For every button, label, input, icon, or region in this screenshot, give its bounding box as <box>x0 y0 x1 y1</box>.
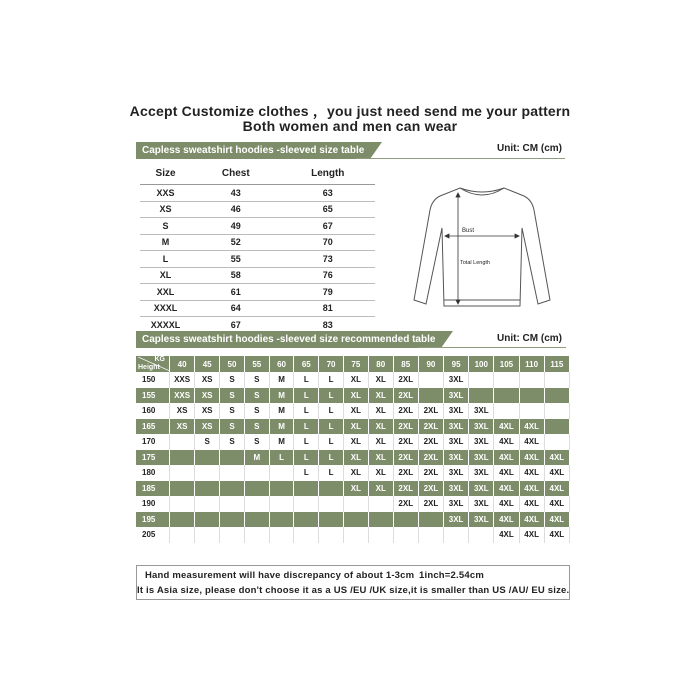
size-table-row <box>140 284 375 301</box>
weight-header: 90 <box>419 356 444 372</box>
recommend-cell: S <box>220 372 245 388</box>
note-asia-size: It is Asia size, please don't choose it as a US /EU /UK size,it is smaller than US /AU/ EU size. <box>137 585 570 596</box>
recommend-cell <box>419 388 444 404</box>
recommend-cell: 4XL <box>545 481 570 497</box>
recommend-cell: 2XL <box>419 403 444 419</box>
recommend-cell <box>195 512 220 528</box>
recommend-cell: L <box>319 388 344 404</box>
recommend-cell: XS <box>195 419 220 435</box>
recommend-cell: XS <box>195 388 220 404</box>
length-cell: 76 <box>281 267 375 284</box>
recommend-cell: 4XL <box>494 496 519 512</box>
length-cell: 70 <box>281 234 375 251</box>
weight-header: 50 <box>220 356 245 372</box>
recommend-cell: XXS <box>170 388 195 404</box>
recommend-row <box>136 419 570 435</box>
recommend-cell <box>245 527 270 543</box>
recommend-cell: 3XL <box>444 512 469 528</box>
size-cell: XXXL <box>140 300 191 317</box>
recommend-row <box>136 481 570 497</box>
size-cell: XS <box>140 201 191 218</box>
recommend-cell: S <box>245 403 270 419</box>
recommend-cell <box>270 481 295 497</box>
size-table-row <box>140 201 375 218</box>
recommend-cell <box>195 496 220 512</box>
height-cell: 180 <box>136 465 170 481</box>
size-cell: XXS <box>140 185 191 202</box>
weight-header: 85 <box>394 356 419 372</box>
size-table-title: Capless sweatshirt hoodies -sleeved size table <box>136 142 370 159</box>
recommend-cell <box>195 465 220 481</box>
corner-cell <box>136 356 170 372</box>
recommend-cell <box>344 512 369 528</box>
recommend-cell <box>319 512 344 528</box>
recommend-cell <box>170 527 195 543</box>
size-cell: L <box>140 251 191 268</box>
recommend-cell: XL <box>344 372 369 388</box>
recommend-cell: 4XL <box>520 512 545 528</box>
size-table <box>140 163 375 334</box>
recommend-cell: L <box>294 419 319 435</box>
recommend-cell: 2XL <box>419 450 444 466</box>
height-cell: 170 <box>136 434 170 450</box>
recommend-cell: L <box>294 388 319 404</box>
recommend-cell <box>195 481 220 497</box>
recommend-cell <box>245 465 270 481</box>
recommend-cell: 3XL <box>444 403 469 419</box>
recommend-cell: XL <box>344 434 369 450</box>
recommend-cell <box>520 372 545 388</box>
height-cell: 150 <box>136 372 170 388</box>
recommend-cell <box>220 496 245 512</box>
recommend-cell: XL <box>344 403 369 419</box>
recommend-cell: 3XL <box>469 481 494 497</box>
recommend-cell: 4XL <box>520 450 545 466</box>
recommend-row <box>136 512 570 528</box>
recommend-cell: 4XL <box>494 527 519 543</box>
recommend-cell: 4XL <box>545 527 570 543</box>
recommend-row <box>136 372 570 388</box>
recommend-cell: 3XL <box>444 372 469 388</box>
chest-cell: 43 <box>191 185 280 202</box>
recommend-cell <box>170 465 195 481</box>
recommend-cell <box>245 512 270 528</box>
recommend-cell: XL <box>369 388 394 404</box>
note-inch-conversion: 1inch=2.54cm <box>419 570 484 581</box>
weight-header: 110 <box>520 356 545 372</box>
recommend-cell: L <box>294 372 319 388</box>
recommend-cell: XL <box>369 419 394 435</box>
weight-header: 40 <box>170 356 195 372</box>
weight-header: 75 <box>344 356 369 372</box>
recommend-cell <box>369 496 394 512</box>
recommend-cell: L <box>294 450 319 466</box>
recommend-cell: 3XL <box>444 481 469 497</box>
weight-header: 115 <box>545 356 570 372</box>
recommend-cell: XL <box>344 388 369 404</box>
recommend-cell: M <box>245 450 270 466</box>
length-cell: 83 <box>281 317 375 334</box>
recommend-cell <box>545 403 570 419</box>
recommend-cell <box>545 434 570 450</box>
weight-header: 65 <box>294 356 319 372</box>
size-cell: XXL <box>140 284 191 301</box>
length-cell: 81 <box>281 300 375 317</box>
recommend-cell: XL <box>344 465 369 481</box>
note-discrepancy: Hand measurement will have discrepancy of about 1-3cm <box>145 570 415 581</box>
recommend-cell <box>369 512 394 528</box>
recommend-cell <box>220 512 245 528</box>
recommend-cell: M <box>270 372 295 388</box>
recommend-cell: L <box>294 403 319 419</box>
recommend-cell: XL <box>369 481 394 497</box>
recommend-cell <box>294 481 319 497</box>
recommend-cell <box>444 527 469 543</box>
recommend-cell: 2XL <box>394 372 419 388</box>
recommend-cell <box>419 512 444 528</box>
recommend-row <box>136 496 570 512</box>
recommend-cell: 2XL <box>419 465 444 481</box>
recommend-cell: 4XL <box>545 465 570 481</box>
recommend-cell: 3XL <box>444 450 469 466</box>
length-cell: 67 <box>281 218 375 235</box>
recommend-cell: L <box>294 434 319 450</box>
recommend-cell: 2XL <box>394 434 419 450</box>
recommend-cell: M <box>270 419 295 435</box>
recommend-cell: XL <box>369 403 394 419</box>
recommend-cell <box>419 372 444 388</box>
bust-label: Bust <box>462 228 475 234</box>
sweatshirt-diagram <box>412 176 552 321</box>
recommend-cell: XL <box>344 450 369 466</box>
recommend-cell: 4XL <box>520 465 545 481</box>
recommend-cell: S <box>220 388 245 404</box>
recommend-cell: L <box>270 450 295 466</box>
recommend-cell <box>494 388 519 404</box>
height-cell: 185 <box>136 481 170 497</box>
recommend-cell <box>344 496 369 512</box>
weight-header: 80 <box>369 356 394 372</box>
recommend-cell: L <box>319 419 344 435</box>
recommend-cell: S <box>220 403 245 419</box>
size-table-row <box>140 300 375 317</box>
recommend-cell: L <box>294 465 319 481</box>
size-table-row <box>140 234 375 251</box>
recommend-cell: L <box>319 465 344 481</box>
recommend-cell: 4XL <box>520 496 545 512</box>
recommend-row <box>136 465 570 481</box>
recommend-cell: XS <box>170 403 195 419</box>
recommend-cell <box>220 481 245 497</box>
recommend-cell <box>319 527 344 543</box>
recommend-cell <box>220 527 245 543</box>
recommend-cell: 2XL <box>419 434 444 450</box>
sweatshirt-outline <box>414 188 550 306</box>
recommend-cell <box>469 527 494 543</box>
recommend-cell <box>294 496 319 512</box>
recommend-cell <box>245 481 270 497</box>
recommend-cell: M <box>270 388 295 404</box>
size-cell: S <box>140 218 191 235</box>
recommend-cell <box>220 450 245 466</box>
length-cell: 73 <box>281 251 375 268</box>
weight-header: 70 <box>319 356 344 372</box>
chest-cell: 58 <box>191 267 280 284</box>
size-table-row <box>140 185 375 202</box>
recommend-cell: 4XL <box>520 419 545 435</box>
recommend-cell: 3XL <box>469 434 494 450</box>
recommend-cell: 2XL <box>394 496 419 512</box>
chest-cell: 61 <box>191 284 280 301</box>
recommend-cell: S <box>195 434 220 450</box>
chest-cell: 52 <box>191 234 280 251</box>
recommend-cell <box>419 527 444 543</box>
weight-header: 55 <box>245 356 270 372</box>
recommend-cell: 4XL <box>494 450 519 466</box>
recommend-row <box>136 388 570 404</box>
recommend-cell: 2XL <box>419 496 444 512</box>
recommend-cell: L <box>319 434 344 450</box>
chest-cell: 49 <box>191 218 280 235</box>
recommend-cell: XL <box>344 419 369 435</box>
height-cell: 175 <box>136 450 170 466</box>
recommend-cell: 4XL <box>520 434 545 450</box>
weight-header: 100 <box>469 356 494 372</box>
header-chest: Chest <box>191 163 280 185</box>
recommend-cell <box>494 403 519 419</box>
size-table-row <box>140 251 375 268</box>
recommend-table <box>136 356 570 543</box>
recommend-cell: XL <box>369 372 394 388</box>
recommend-cell <box>545 419 570 435</box>
recommend-cell <box>270 512 295 528</box>
recommend-cell: S <box>220 434 245 450</box>
note-box <box>136 565 570 600</box>
recommend-cell <box>469 388 494 404</box>
recommend-cell <box>369 527 394 543</box>
corner-kg-label: KG <box>154 356 165 363</box>
height-cell: 155 <box>136 388 170 404</box>
recommend-header-row <box>136 356 570 372</box>
recommend-cell <box>469 372 494 388</box>
recommend-cell: XL <box>369 450 394 466</box>
recommend-cell: S <box>245 419 270 435</box>
recommend-cell <box>170 512 195 528</box>
recommend-cell: 4XL <box>494 481 519 497</box>
corner-height-label: Height <box>138 364 160 371</box>
recommend-cell <box>170 496 195 512</box>
weight-header: 45 <box>195 356 220 372</box>
recommend-cell: S <box>245 372 270 388</box>
recommend-cell: 3XL <box>444 434 469 450</box>
recommend-cell <box>294 512 319 528</box>
recommend-cell <box>319 481 344 497</box>
recommend-cell: XS <box>170 419 195 435</box>
size-unit-label: Unit: CM (cm) <box>497 143 562 154</box>
recommend-cell <box>170 481 195 497</box>
recommend-cell: 3XL <box>469 403 494 419</box>
recommend-cell: XL <box>344 481 369 497</box>
recommend-cell: 4XL <box>494 512 519 528</box>
recommend-cell <box>270 496 295 512</box>
recommend-cell <box>220 465 245 481</box>
recommend-cell: 2XL <box>419 419 444 435</box>
recommend-cell: 4XL <box>494 419 519 435</box>
recommend-cell: S <box>220 419 245 435</box>
recommend-cell <box>394 527 419 543</box>
recommend-cell <box>394 512 419 528</box>
weight-header: 105 <box>494 356 519 372</box>
recommend-cell: 3XL <box>469 465 494 481</box>
recommend-cell: 3XL <box>469 496 494 512</box>
length-cell: 63 <box>281 185 375 202</box>
header-size: Size <box>140 163 191 185</box>
recommend-cell: L <box>319 403 344 419</box>
size-cell: XXXXL <box>140 317 191 334</box>
recommend-cell <box>545 372 570 388</box>
recommend-cell <box>245 496 270 512</box>
size-table-row <box>140 218 375 235</box>
recommend-unit-label: Unit: CM (cm) <box>497 333 562 344</box>
recommend-row <box>136 434 570 450</box>
recommend-cell: 3XL <box>469 450 494 466</box>
height-cell: 205 <box>136 527 170 543</box>
recommend-cell <box>270 465 295 481</box>
chest-cell: 64 <box>191 300 280 317</box>
recommend-cell: 3XL <box>444 419 469 435</box>
recommend-cell: 4XL <box>545 496 570 512</box>
recommend-cell <box>170 450 195 466</box>
recommend-cell: M <box>270 403 295 419</box>
recommend-cell: 2XL <box>394 450 419 466</box>
length-cell: 79 <box>281 284 375 301</box>
weight-header: 60 <box>270 356 295 372</box>
recommend-cell <box>344 527 369 543</box>
recommend-cell: 4XL <box>520 527 545 543</box>
weight-header: 95 <box>444 356 469 372</box>
size-cell: XL <box>140 267 191 284</box>
recommend-cell: 4XL <box>494 465 519 481</box>
recommend-cell: 2XL <box>394 403 419 419</box>
recommend-cell <box>319 496 344 512</box>
recommend-cell: 4XL <box>545 450 570 466</box>
recommend-cell: 3XL <box>444 388 469 404</box>
recommend-cell <box>494 372 519 388</box>
height-cell: 190 <box>136 496 170 512</box>
headline-line-1: Accept Customize clothes ，you just need send me your pattern <box>129 103 571 119</box>
recommend-cell: 4XL <box>545 512 570 528</box>
height-cell: 195 <box>136 512 170 528</box>
chest-cell: 55 <box>191 251 280 268</box>
height-cell: 160 <box>136 403 170 419</box>
recommend-cell: XXS <box>170 372 195 388</box>
recommend-cell <box>195 527 220 543</box>
chest-cell: 46 <box>191 201 280 218</box>
recommend-cell: 3XL <box>444 465 469 481</box>
recommend-cell: 3XL <box>444 496 469 512</box>
recommend-cell: L <box>319 450 344 466</box>
chest-cell: 67 <box>191 317 280 334</box>
recommend-cell: 2XL <box>394 388 419 404</box>
recommend-row <box>136 450 570 466</box>
headline-line-2: Both women and men can wear <box>242 118 458 134</box>
recommend-table-title: Capless sweatshirt hoodies -sleeved size recommended table <box>136 331 441 348</box>
recommend-title-rule <box>418 347 566 348</box>
recommend-cell: M <box>270 434 295 450</box>
recommend-cell: 3XL <box>469 512 494 528</box>
recommend-cell <box>520 403 545 419</box>
height-cell: 165 <box>136 419 170 435</box>
recommend-cell <box>270 527 295 543</box>
size-cell: M <box>140 234 191 251</box>
recommend-cell: 2XL <box>394 481 419 497</box>
size-title-rule <box>355 158 565 159</box>
recommend-cell <box>170 434 195 450</box>
recommend-cell: XL <box>369 465 394 481</box>
recommend-cell: 4XL <box>520 481 545 497</box>
recommend-cell: XL <box>369 434 394 450</box>
recommend-row <box>136 403 570 419</box>
recommend-cell: L <box>319 372 344 388</box>
recommend-cell: XS <box>195 372 220 388</box>
recommend-cell <box>520 388 545 404</box>
recommend-cell: 2XL <box>394 419 419 435</box>
recommend-cell <box>195 450 220 466</box>
header-length: Length <box>281 163 375 185</box>
recommend-cell <box>545 388 570 404</box>
recommend-row <box>136 527 570 543</box>
recommend-cell: S <box>245 388 270 404</box>
recommend-cell: S <box>245 434 270 450</box>
size-table-header <box>140 163 375 185</box>
recommend-cell <box>294 527 319 543</box>
recommend-cell: 4XL <box>494 434 519 450</box>
recommend-cell: 2XL <box>419 481 444 497</box>
recommend-cell: 3XL <box>469 419 494 435</box>
length-cell: 65 <box>281 201 375 218</box>
size-table-row <box>140 267 375 284</box>
recommend-cell: 2XL <box>394 465 419 481</box>
length-label: Total Length <box>460 260 490 266</box>
recommend-cell: XS <box>195 403 220 419</box>
